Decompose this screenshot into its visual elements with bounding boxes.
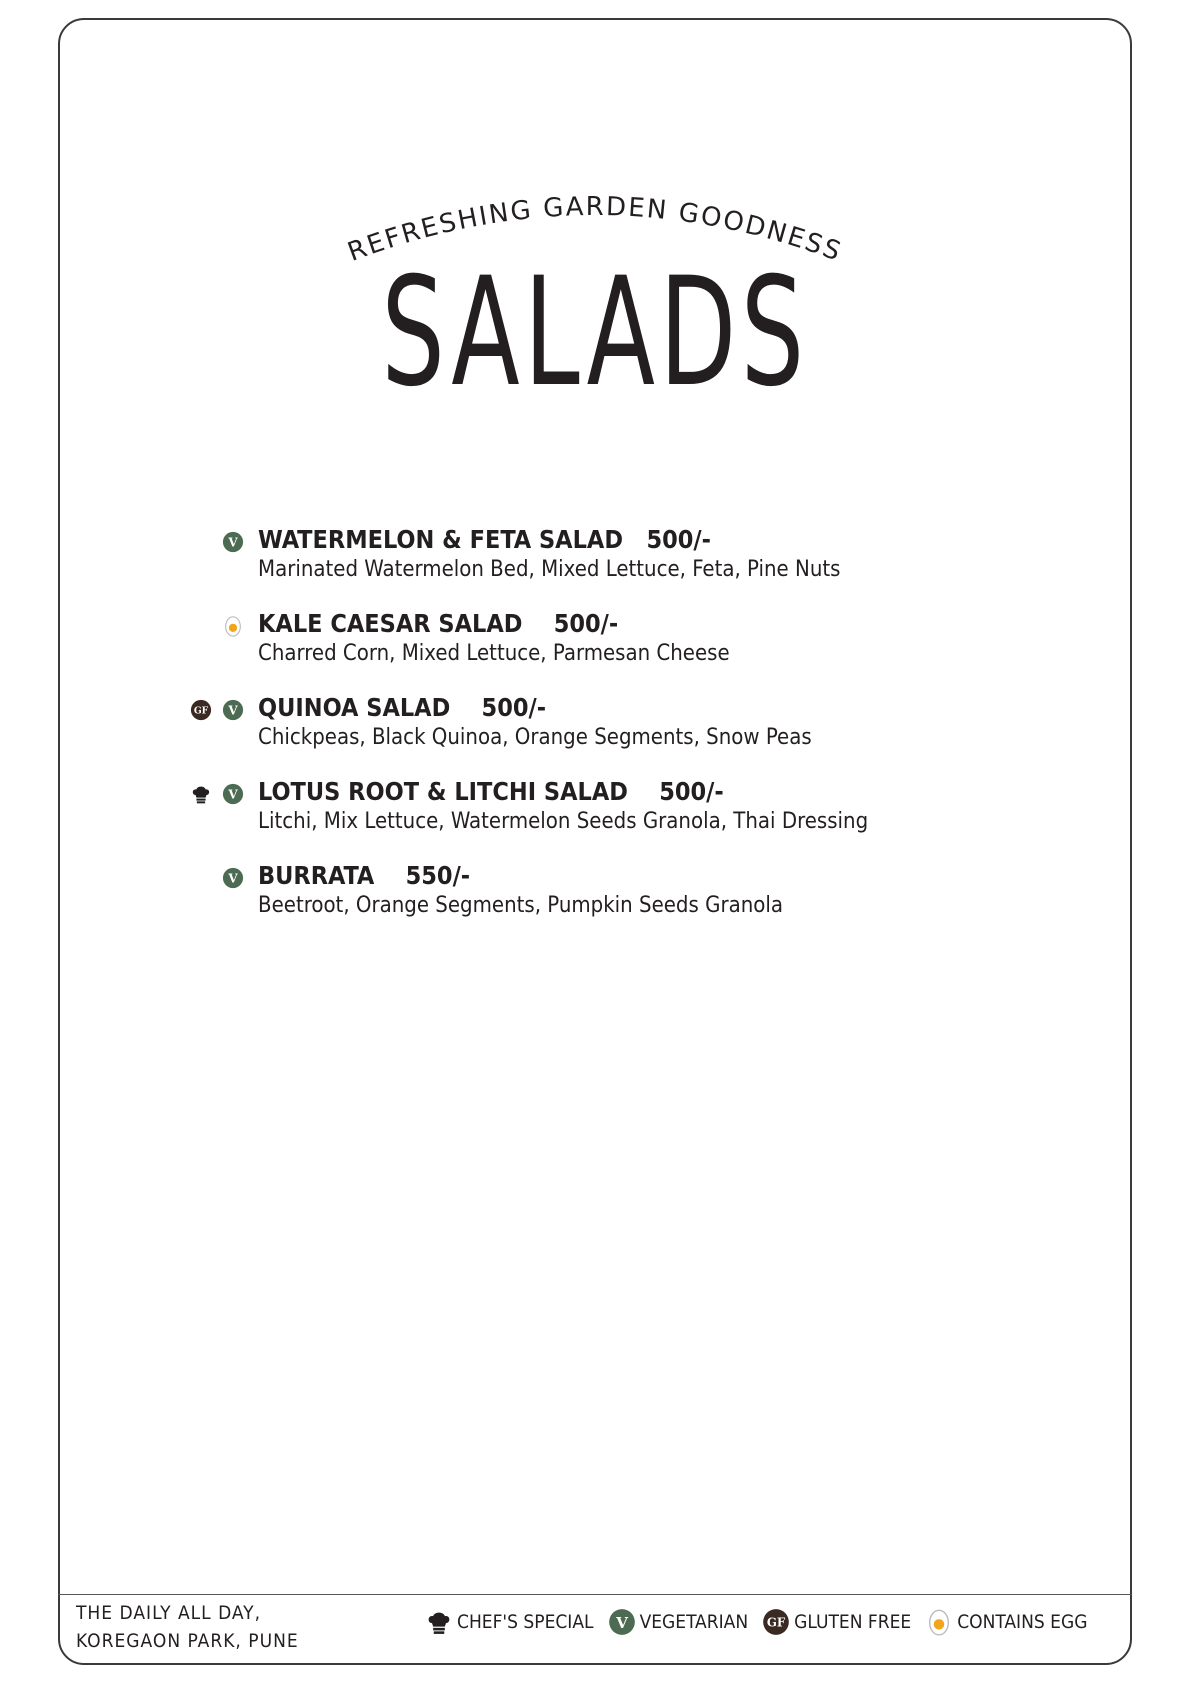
dietary-badges: [190, 699, 244, 721]
menu-item: [193, 692, 1058, 776]
menu-item-title: BURRATA 550/-: [258, 861, 471, 890]
address-line-1: THE DAILY ALL DAY,: [76, 1602, 262, 1624]
address-line-2: KOREGAON PARK, PUNE: [76, 1630, 299, 1652]
chef-hat-icon: [190, 783, 212, 805]
legend-gluten-free: [762, 1608, 911, 1636]
egg-icon: [925, 1608, 953, 1636]
menu-item: [228, 860, 1058, 944]
dietary-badges: [190, 783, 244, 805]
menu-list: [193, 524, 1058, 944]
legend-label: CONTAINS EGG: [957, 1611, 1088, 1633]
menu-item-title: LOTUS ROOT & LITCHI SALAD 500/-: [258, 777, 724, 806]
gluten-free-icon: [762, 1608, 790, 1636]
svg-text:V: V: [228, 871, 238, 886]
subtitle-text: REFRESHING GARDEN GOODNESS: [343, 191, 847, 268]
chef-hat-icon: [425, 1608, 453, 1636]
svg-text:V: V: [228, 703, 238, 718]
svg-text:GF: GF: [767, 1615, 786, 1630]
menu-item-description: Litchi, Mix Lettuce, Watermelon Seeds Granola, Thai Dressing: [258, 809, 869, 834]
svg-text:GF: GF: [193, 705, 209, 717]
legend-label: VEGETARIAN: [639, 1611, 749, 1633]
dietary-badges: [222, 615, 244, 637]
menu-item: [228, 524, 1058, 608]
legend-contains-egg: [925, 1608, 1087, 1636]
vegetarian-icon: [222, 699, 244, 721]
restaurant-address: [76, 1599, 299, 1655]
page-title: SALADS: [381, 246, 809, 420]
vegetarian-icon: [222, 783, 244, 805]
footer-divider: [58, 1594, 1132, 1595]
vegetarian-icon: [222, 867, 244, 889]
svg-text:V: V: [228, 787, 238, 802]
dietary-legend: [425, 1608, 1087, 1636]
dietary-badges: [222, 867, 244, 889]
menu-item-description: Beetroot, Orange Segments, Pumpkin Seeds Granola: [258, 893, 783, 918]
menu-item-description: Chickpeas, Black Quinoa, Orange Segments, Snow Peas: [258, 725, 812, 750]
dietary-badges: [222, 531, 244, 553]
menu-item: [258, 608, 1058, 692]
vegetarian-icon: [608, 1608, 636, 1636]
menu-item-title: KALE CAESAR SALAD 500/-: [258, 609, 619, 638]
legend-vegetarian: [608, 1608, 749, 1636]
egg-icon: [222, 615, 244, 637]
legend-label: CHEF'S SPECIAL: [457, 1611, 594, 1633]
vegetarian-icon: [222, 531, 244, 553]
legend-label: GLUTEN FREE: [794, 1611, 912, 1633]
menu-item-title: WATERMELON & FETA SALAD 500/-: [258, 525, 711, 554]
menu-item: [228, 776, 1058, 860]
gluten-free-icon: [190, 699, 212, 721]
svg-text:V: V: [228, 535, 238, 550]
legend-chefs-special: [425, 1608, 594, 1636]
menu-item-description: Charred Corn, Mixed Lettuce, Parmesan Cheese: [258, 641, 730, 666]
menu-item-title: QUINOA SALAD 500/-: [258, 693, 547, 722]
menu-item-description: Marinated Watermelon Bed, Mixed Lettuce, Feta, Pine Nuts: [258, 557, 841, 582]
svg-text:V: V: [615, 1613, 628, 1632]
